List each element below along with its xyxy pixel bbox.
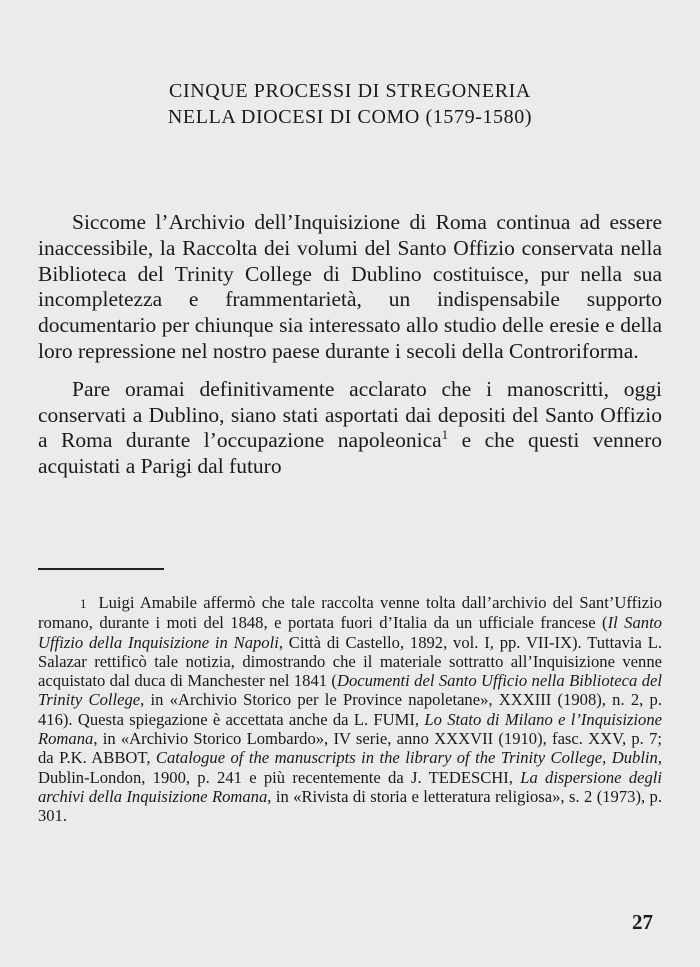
footnote-title-italic: Documenti del Santo Ufficio nella Biblioteca del Trinity College bbox=[38, 671, 662, 710]
footnote-title-italic: Catalogue of the manuscripts in the library of the Trinity College, Dublin bbox=[155, 748, 658, 768]
footnote-text: Luigi Amabile affermò che tale raccolta venne tolta dall’archivio del Sant’Uffizio romano, durante i moti del 1848, e portata fuori d’Italia da un ufficiale francese ( bbox=[38, 593, 662, 633]
footnote-title-italic: Il Santo Uffizio della Inquisizione in Napoli bbox=[38, 613, 662, 652]
paragraph-2-text-after: e che questi vennero acquistati a Parigi dal futuro bbox=[38, 428, 663, 479]
footnote-text: , Città di Castello, 1892, vol. I, pp. VII-IX). Tuttavia L. Salazar rettificò tale notizia, dimostrando che il materiale sottratto all’Inquisizione venne acquistato dal duca di Manchester nel 1841 ( bbox=[38, 632, 662, 691]
footnote-text: , in «Archivio Storico per le Province napoletane», XXXIII (1908), n. 2, p. 416). Questa spiegazione è accettata anche da L. FUMI, bbox=[38, 690, 662, 729]
chapter-title-line-2: NELLA DIOCESI DI COMO (1579-1580) bbox=[167, 106, 533, 128]
footnote-1 bbox=[38, 593, 662, 826]
page-number: 27 bbox=[632, 910, 653, 934]
footnote-text: , in «Archivio Storico Lombardo», IV serie, anno XXXVII (1910), fasc. XXV, p. 7; da P.K. ABBOT, bbox=[38, 729, 662, 768]
footnote-text: , in «Rivista di storia e letteratura religiosa», s. 2 (1973), p. 301. bbox=[38, 786, 662, 826]
body-text bbox=[38, 210, 662, 492]
chapter-title bbox=[0, 78, 700, 130]
footnote-title-italic: La dispersione degli archivi della Inquisizione Romana bbox=[38, 767, 662, 806]
paragraph-2 bbox=[38, 377, 662, 480]
footnote-title-italic: Lo Stato di Milano e l’Inquisizione Romana bbox=[38, 709, 662, 749]
footnote-text: , Dublin-London, 1900, p. 241 e più recentemente da J. TEDESCHI, bbox=[38, 748, 662, 787]
footnote-reference: 1 bbox=[441, 427, 449, 443]
chapter-title-line-1: CINQUE PROCESSI DI STREGONERIA bbox=[169, 80, 531, 102]
footnote bbox=[38, 593, 662, 826]
paragraph-2-text-before: Pare oramai definitivamente acclarato che i manoscritti, oggi conservati a Dublino, siano stati asportati dai depositi del Santo Offizio a Roma durante l’occupazione napoleonica bbox=[38, 376, 662, 453]
footnote-separator bbox=[38, 568, 164, 570]
paragraph-1: Siccome l’Archivio dell’Inquisizione di Roma continua ad essere inaccessibile, la Raccolta dei volumi del Santo Offizio conservata nella Biblioteca del Trinity College di Dublino costituisce, pur nella sua incompletezza e frammentarietà, un indispensabile supporto documentario per chiunque sia interessato allo studio delle eresie e della loro repressione nel nostro paese durante i secoli della Controriforma. bbox=[38, 210, 662, 363]
footnote-marker: 1 bbox=[80, 596, 87, 611]
